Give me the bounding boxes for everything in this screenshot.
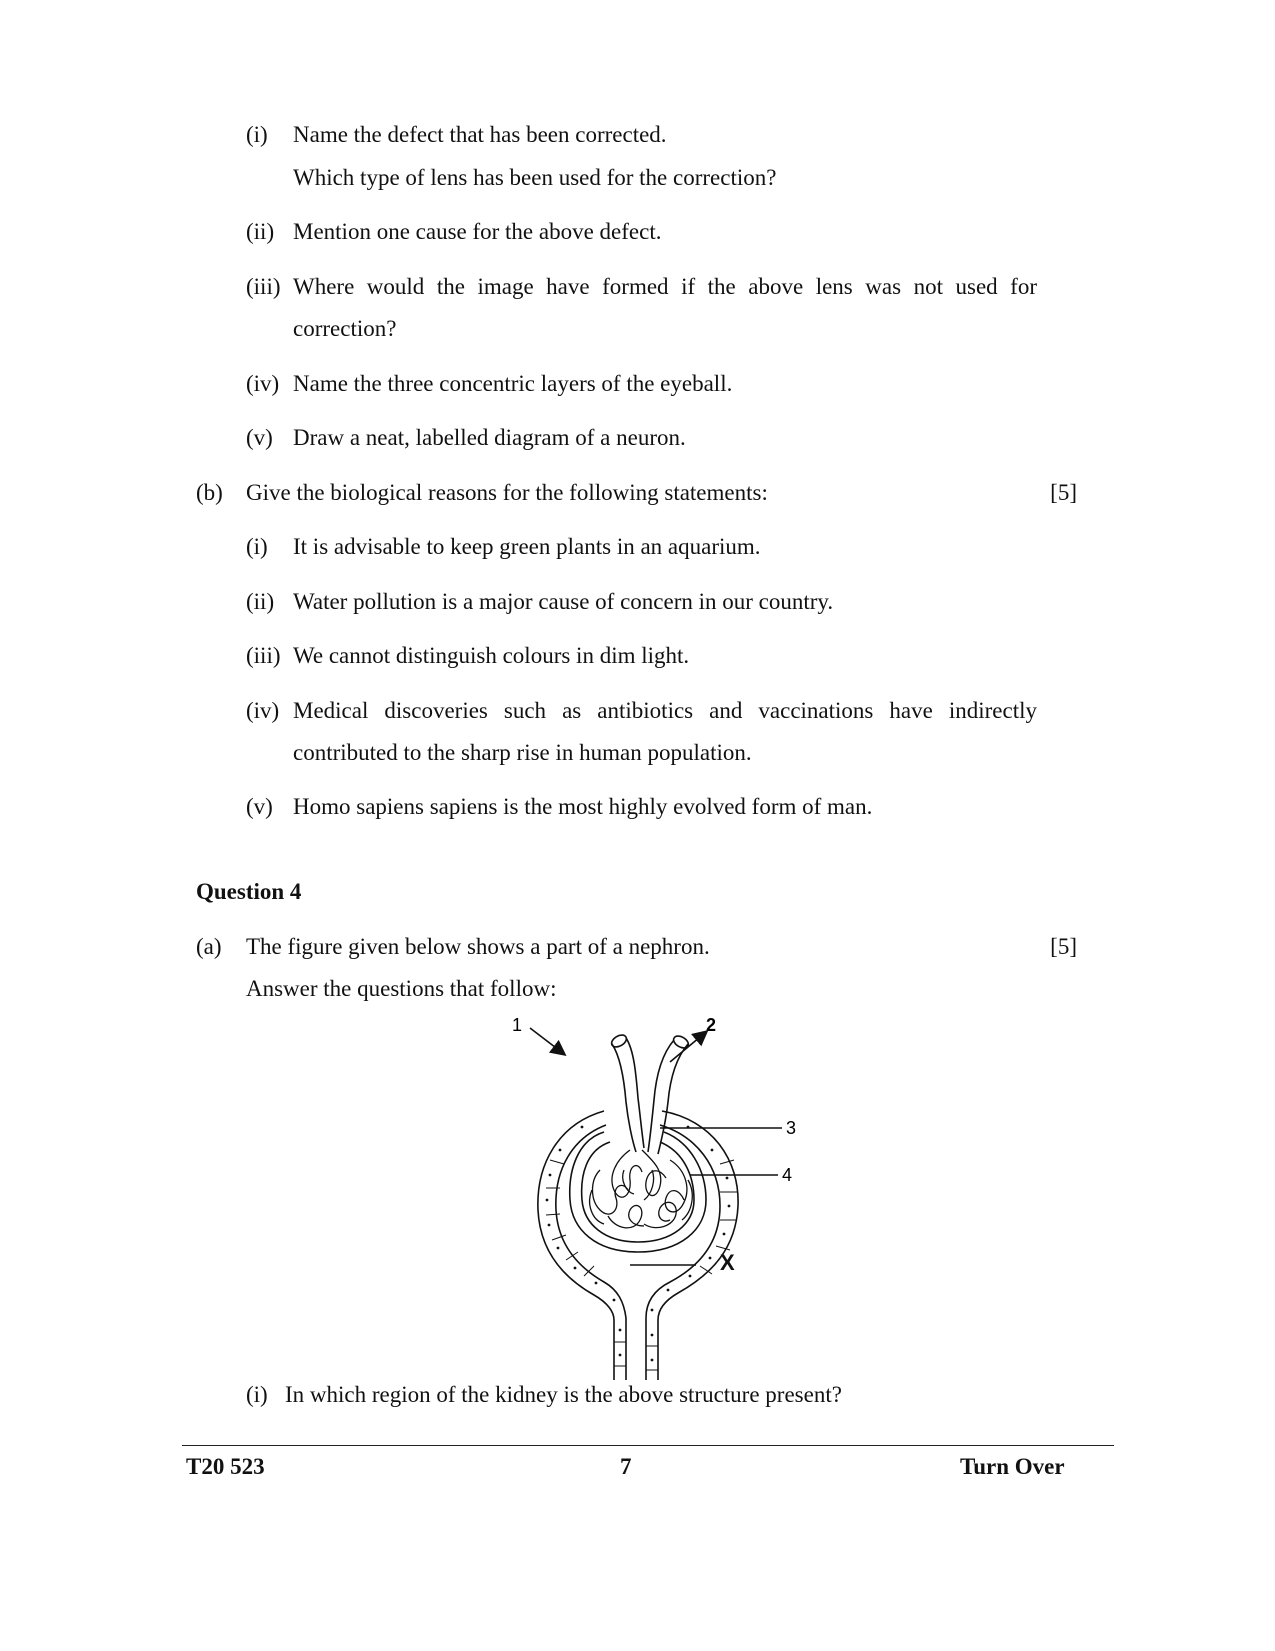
- subq-number: (iv): [246, 371, 280, 396]
- marks-badge: [5]: [1050, 934, 1077, 959]
- part-label: (b): [196, 480, 223, 505]
- capsule-outer-wall: [658, 1111, 738, 1380]
- nephron-figure: [512, 1015, 840, 1360]
- capsule-inner: [570, 1132, 706, 1252]
- part-prompt: The figure given below shows a part of a nephron.: [246, 934, 710, 959]
- subq-text: Where would the image have formed if the above lens was not used for: [293, 274, 1037, 299]
- item-number: (v): [246, 794, 273, 819]
- subq-number: (v): [246, 425, 273, 450]
- marks-badge: [5]: [1050, 480, 1077, 505]
- subq-number: (i): [246, 122, 268, 147]
- part-prompt: Give the biological reasons for the following statements:: [246, 480, 768, 505]
- page-number: 7: [620, 1454, 632, 1479]
- question-heading: Question 4: [196, 879, 302, 904]
- label-4: 4: [782, 1165, 793, 1185]
- subq-text: Name the defect that has been corrected.: [293, 122, 667, 147]
- footer-rule: [182, 1445, 1114, 1446]
- label-3: 3: [786, 1118, 797, 1138]
- item-text: It is advisable to keep green plants in an aquarium.: [293, 534, 761, 559]
- item-text: We cannot distinguish colours in dim light.: [293, 643, 690, 668]
- subq-text: Name the three concentric layers of the eyeball.: [293, 371, 733, 396]
- label-line-1: [530, 1028, 564, 1054]
- subq-number: (ii): [246, 219, 275, 244]
- paper-code: T20 523: [186, 1454, 265, 1479]
- subq-text: In which region of the kidney is the above structure present?: [285, 1382, 842, 1407]
- subq-text: Mention one cause for the above defect.: [293, 219, 662, 244]
- item-text-cont: contributed to the sharp rise in human population.: [293, 740, 752, 765]
- item-text: Water pollution is a major cause of concern in our country.: [293, 589, 834, 614]
- label-x: X: [720, 1250, 735, 1275]
- part-label: (a): [196, 934, 222, 959]
- part-prompt-cont: Answer the questions that follow:: [246, 976, 557, 1001]
- item-number: (iii): [246, 643, 281, 668]
- afferent-arteriole: [612, 1044, 636, 1152]
- item-number: (i): [246, 534, 268, 559]
- subq-text: Draw a neat, labelled diagram of a neuron.: [293, 425, 686, 450]
- item-number: (iv): [246, 698, 280, 723]
- item-number: (ii): [246, 589, 275, 614]
- label-1: 1: [512, 1015, 523, 1035]
- subq-number: (iii): [246, 274, 281, 299]
- turn-over: Turn Over: [960, 1454, 1065, 1479]
- item-text: Medical discoveries such as antibiotics and vaccinations have indirectly: [293, 698, 1037, 723]
- subq-text-cont: Which type of lens has been used for the correction?: [293, 165, 777, 190]
- subq-number: (i): [246, 1382, 268, 1407]
- item-text: Homo sapiens sapiens is the most highly evolved form of man.: [293, 794, 873, 819]
- glomerulus: [590, 1150, 693, 1228]
- subq-text-cont: correction?: [293, 316, 397, 341]
- label-2: 2: [706, 1015, 717, 1035]
